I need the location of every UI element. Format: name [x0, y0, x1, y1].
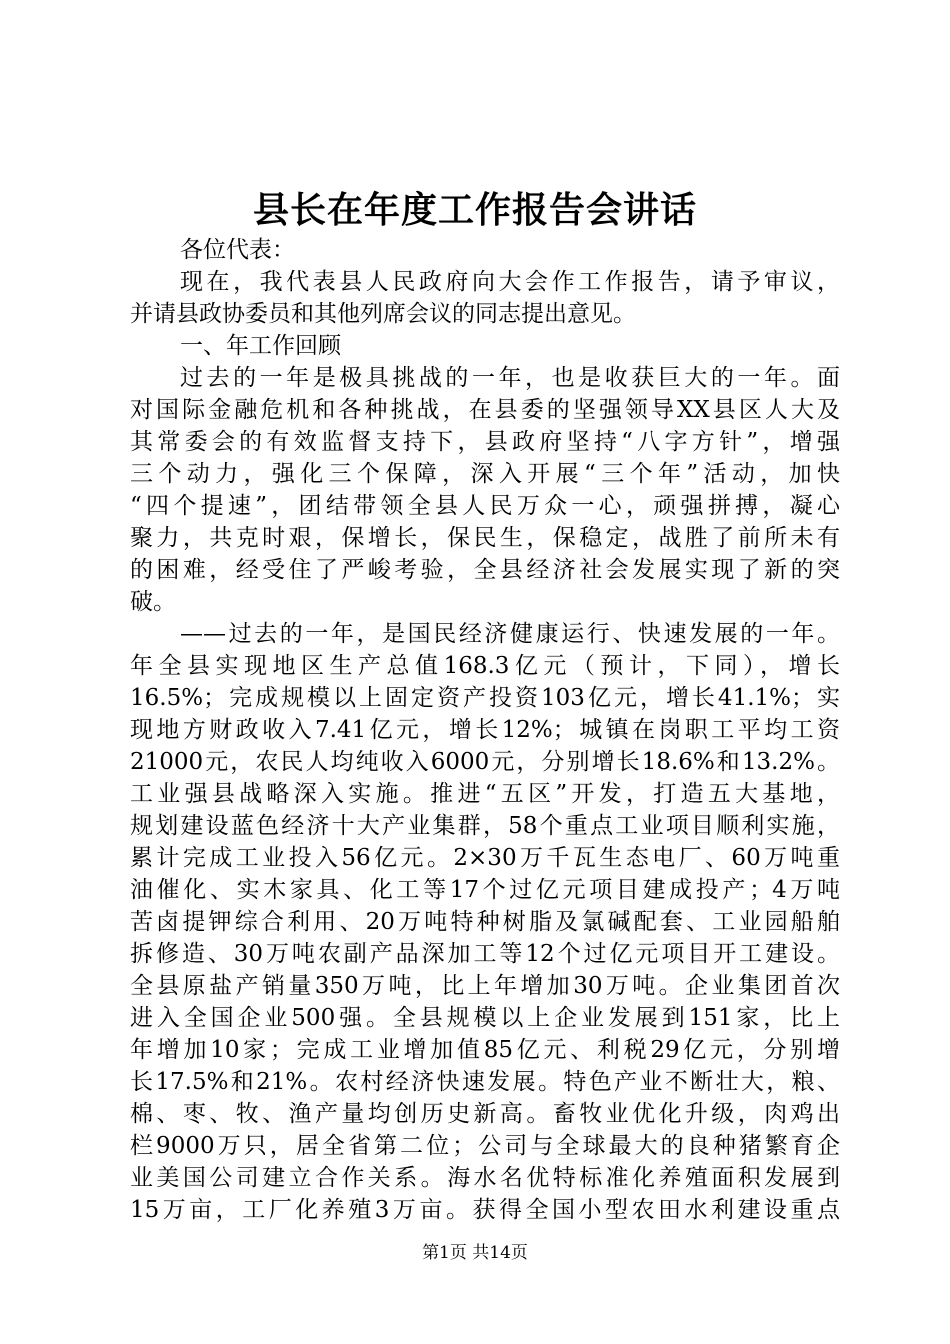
paragraph-line: 年增加10家；完成工业增加值85亿元、利税29亿元，分别增 [130, 1037, 840, 1063]
paragraph-line: 现在，我代表县人民政府向大会作工作报告，请予审议， [180, 269, 840, 295]
paragraph-line: 21000元，农民人均纯收入6000元，分别增长18.6%和13.2%。 [130, 749, 840, 775]
paragraph-line: 苦卤提钾综合利用、20万吨特种树脂及氯碱配套、工业园船舶 [130, 909, 840, 935]
document-title: 县长在年度工作报告会讲话 [252, 189, 697, 231]
paragraph-line: 三个动力，强化三个保障，深入开展“三个年”活动，加快 [130, 461, 840, 487]
paragraph-line: 聚力，共克时艰，保增长，保民生，保稳定，战胜了前所未有 [130, 525, 840, 551]
paragraph-line: 工业强县战略深入实施。推进“五区”开发，打造五大基地， [130, 781, 840, 807]
paragraph-line: “四个提速”，团结带领全县人民万众一心，顽强拼搏，凝心 [130, 493, 840, 519]
paragraph-line: 的困难，经受住了严峻考验，全县经济社会发展实现了新的突 [130, 557, 840, 583]
paragraph-line: 过去的一年是极具挑战的一年，也是收获巨大的一年。面 [180, 365, 840, 391]
paragraph-line: 油催化、实木家具、化工等17个过亿元项目建成投产；4万吨 [130, 877, 840, 903]
paragraph-line: 长17.5%和21%。农村经济快速发展。特色产业不断壮大，粮、 [130, 1069, 840, 1095]
paragraph-line: ——过去的一年，是国民经济健康运行、快速发展的一年。 [180, 621, 840, 647]
paragraph-line: 拆修造、30万吨农副产品深加工等12个过亿元项目开工建设。 [130, 941, 840, 967]
paragraph-line: 进入全国企业500强。全县规模以上企业发展到151家，比上 [130, 1005, 840, 1031]
paragraph-line: 全县原盐产销量350万吨，比上年增加30万吨。企业集团首次 [130, 973, 840, 999]
salutation-line: 各位代表： [180, 237, 295, 263]
paragraph-line: 业美国公司建立合作关系。海水名优特标准化养殖面积发展到 [130, 1165, 840, 1191]
paragraph-line: 16.5%；完成规模以上固定资产投资103亿元，增长41.1%；实 [130, 685, 840, 711]
paragraph-line: 累计完成工业投入56亿元。2×30万千瓦生态电厂、60万吨重 [130, 845, 840, 871]
document-body [130, 234, 840, 1226]
section-heading: 一、年工作回顾 [180, 333, 341, 359]
paragraph-line: 15万亩，工厂化养殖3万亩。获得全国小型农田水利建设重点 [130, 1197, 840, 1223]
paragraph-line: 对国际金融危机和各种挑战，在县委的坚强领导XX县区人大及 [130, 397, 840, 423]
paragraph-line: 破。 [130, 589, 176, 615]
paragraph-line: 并请县政协委员和其他列席会议的同志提出意见。 [130, 301, 636, 327]
paragraph-line: 规划建设蓝色经济十大产业集群，58个重点工业项目顺利实施， [130, 813, 840, 839]
paragraph-line: 年全县实现地区生产总值168.3亿元（预计，下同），增长 [130, 653, 840, 679]
paragraph-line: 现地方财政收入7.41亿元，增长12%；城镇在岗职工平均工资 [130, 717, 840, 743]
paragraph-line: 栏9000万只，居全省第二位；公司与全球最大的良种猪繁育企 [130, 1133, 840, 1159]
paragraph-line: 其常委会的有效监督支持下，县政府坚持“八字方针”，增强 [130, 429, 840, 455]
paragraph-line: 棉、枣、牧、渔产量均创历史新高。畜牧业优化升级，肉鸡出 [130, 1101, 840, 1127]
page-number-footer: 第1页 共14页 [422, 1243, 528, 1263]
